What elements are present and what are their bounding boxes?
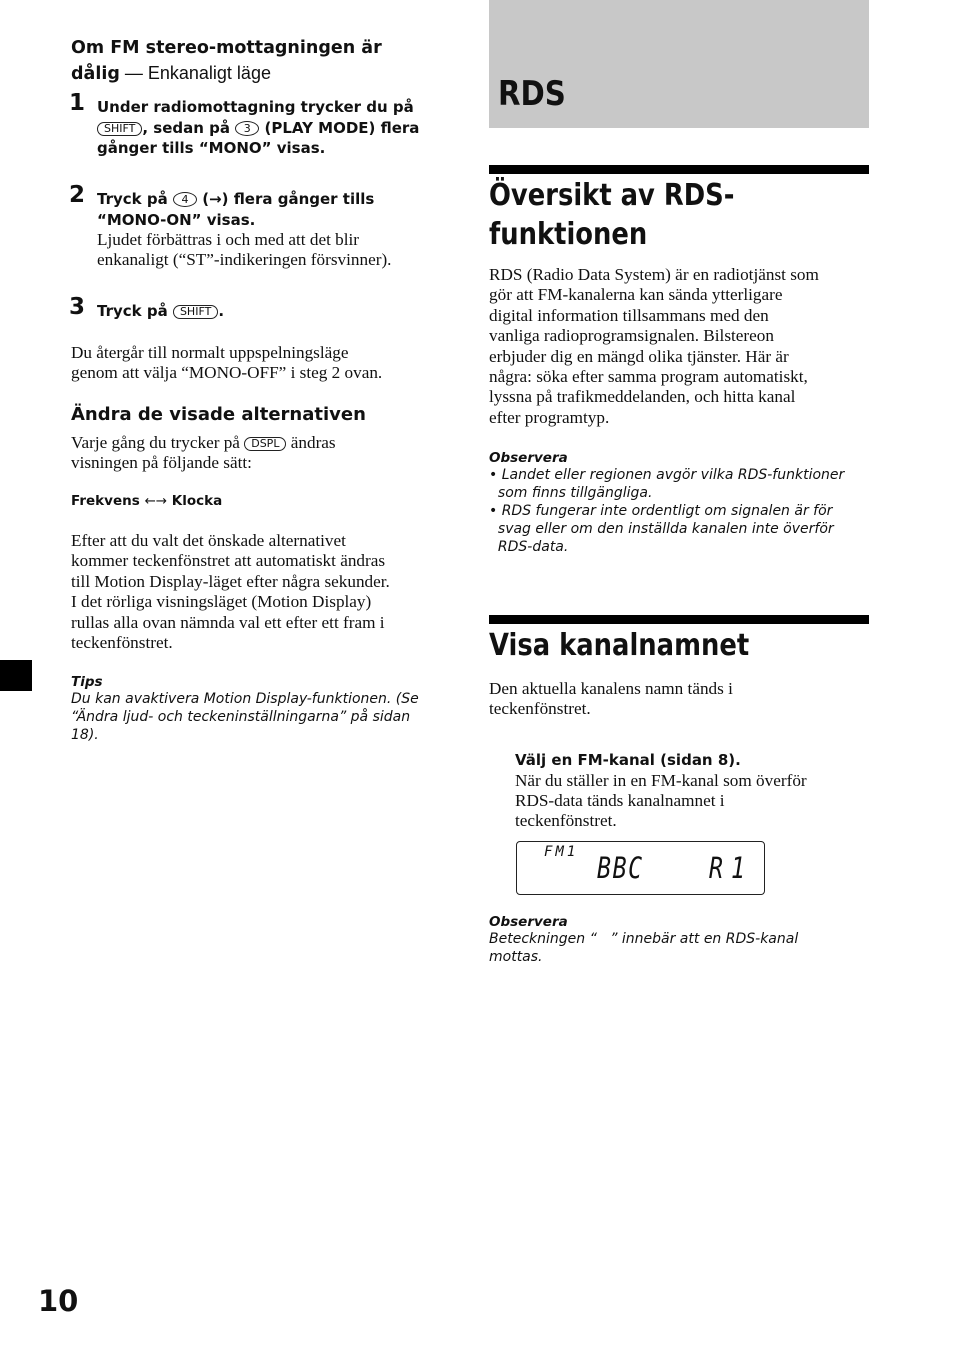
- channel-intro-line2: teckenfönstret.: [489, 699, 591, 719]
- tips-line3: 18).: [71, 727, 99, 743]
- motion-line1: Efter att du valt det önskade alternativet: [71, 531, 346, 550]
- shift-key: SHIFT: [97, 122, 142, 136]
- step-2-line2: “MONO-ON” visas.: [97, 210, 256, 229]
- note-1-heading: Observera: [489, 450, 568, 466]
- step-2-plain-1: Ljudet förbättras i och med att det blir: [97, 230, 360, 249]
- step-1-line1: Under radiomottagning trycker du på: [97, 98, 414, 116]
- step-1-mid: , sedan på: [142, 118, 231, 137]
- tips-line1: Du kan avaktivera Motion Display-funktionen. (Se: [71, 691, 419, 707]
- step-3-a: Tryck på: [97, 302, 168, 320]
- channel-name-heading: Visa kanalnamnet: [489, 628, 750, 663]
- select-step-heading: Välj en FM-kanal (sidan 8).: [515, 751, 741, 769]
- step-2-number: 2: [69, 182, 86, 208]
- return-paragraph: [71, 343, 382, 384]
- mono-heading-line2: [71, 61, 382, 87]
- heading-rule-channel: [489, 615, 869, 624]
- alternatives-a: Varje gång du trycker på: [71, 433, 240, 452]
- note-line: RDS-data.: [489, 539, 569, 555]
- lcd-band: FM1: [544, 844, 579, 860]
- note-block-2: [489, 914, 879, 966]
- rds-line: gör att FM-kanalerna kan sända ytterligare: [489, 285, 783, 305]
- key-3: 3: [235, 121, 259, 136]
- select-step: [515, 750, 875, 832]
- mono-heading-line1: Om FM stereo-mottagningen är: [71, 38, 382, 58]
- rds-line: vanliga radioprogramsignalen. Bilstereon: [489, 326, 774, 346]
- step-2-text: [97, 189, 457, 271]
- alternatives-b: ändras: [290, 433, 336, 452]
- note-2-heading: Observera: [489, 914, 568, 930]
- rds-line: lyssna på trafikmeddelanden, och hitta kanal: [489, 387, 796, 407]
- step-1-text: [97, 97, 457, 159]
- motion-line2: kommer teckenfönstret att automatiskt ändras: [71, 551, 386, 571]
- note-2-line1: Beteckningen “ ” innebär att en RDS-kanal: [489, 931, 799, 947]
- motion-display-paragraph: [71, 531, 390, 653]
- mono-heading-subtitle: — Enkanaligt läge: [119, 63, 271, 83]
- rds-line: efter programtyp.: [489, 407, 610, 427]
- tips-heading: Tips: [71, 674, 103, 690]
- overview-heading-line2: funktionen: [489, 217, 648, 252]
- step-2-line1: [97, 189, 457, 210]
- lcd-display: [516, 841, 765, 895]
- tips-block: [71, 674, 451, 744]
- mono-heading: [71, 36, 382, 87]
- return-line2: genom att välja “MONO-OFF” i steg 2 ovan.: [71, 363, 383, 383]
- note-2-line2: mottas.: [489, 949, 543, 965]
- step-2-plain-2: enkanaligt (“ST”-indikeringen försvinner).: [97, 250, 392, 270]
- clock-label: Klocka: [171, 493, 223, 509]
- note-1-item-1: [489, 466, 879, 502]
- alternatives-line2: visningen på följande sätt:: [71, 453, 252, 473]
- select-step-line3: teckenfönstret.: [515, 811, 617, 831]
- step-1-number: 1: [69, 90, 86, 116]
- overview-heading-line1: Översikt av RDS-: [489, 178, 735, 213]
- rds-line: några: söka efter samma program automatiskt,: [489, 367, 808, 387]
- rds-line: erbjuder dig en mängd olika tjänster. Här är: [489, 346, 789, 366]
- section-title: RDS: [498, 74, 566, 114]
- step-1-line2: [97, 118, 457, 139]
- step-2-a: Tryck på: [97, 190, 168, 208]
- select-step-line1: När du ställer in en FM-kanal som överför: [515, 770, 807, 790]
- note-line: svag eller om den inställda kanalen inte överför: [489, 521, 834, 537]
- note-line: som finns tillgängliga.: [489, 485, 653, 501]
- rds-line: digital information tillsammans med den: [489, 305, 769, 325]
- rds-body: [489, 265, 879, 428]
- page-number: 10: [38, 1284, 79, 1318]
- channel-intro: [489, 679, 733, 720]
- double-arrow-icon: ←→: [144, 493, 168, 509]
- heading-rule-overview: [489, 165, 869, 174]
- rds-line: RDS (Radio Data System) är en radiotjänst som: [489, 265, 819, 284]
- step-3-end: .: [218, 302, 225, 320]
- display-cycle: [71, 493, 222, 509]
- dspl-key: DSPL: [244, 437, 286, 451]
- step-3-text: [97, 301, 224, 322]
- step-1-line3: gånger tills “MONO” visas.: [97, 139, 326, 157]
- shift-key-step3: SHIFT: [173, 305, 218, 319]
- motion-line4: I det rörliga visningsläget (Motion Display): [71, 592, 372, 612]
- note-block-1: [489, 450, 879, 556]
- note-line: • Landet eller regionen avgör vilka RDS-funktioner: [489, 467, 845, 483]
- lcd-channel-name: BBC: [597, 851, 644, 885]
- step-1-end: (PLAY MODE) flera: [264, 118, 420, 137]
- frequency-label: Frekvens: [71, 493, 140, 509]
- side-tab-marker: [0, 660, 32, 691]
- note-1-item-2: [489, 502, 879, 556]
- alternatives-heading: Ändra de visade alternativen: [71, 404, 366, 425]
- motion-line6: teckenfönstret.: [71, 633, 173, 653]
- motion-line5: rullas alla ovan nämnda val ett efter ett fram i: [71, 612, 385, 632]
- mono-heading-bold: dålig: [71, 64, 120, 84]
- motion-line3: till Motion Display-läget efter några sekunder.: [71, 571, 390, 591]
- step-2-b: (→) flera gånger tills: [202, 190, 375, 208]
- tips-line2: “Ändra ljud- och teckeninställningarna” på sidan: [71, 709, 411, 725]
- key-4: 4: [173, 192, 197, 207]
- note-line: • RDS fungerar inte ordentligt om signalen är för: [489, 503, 833, 519]
- lcd-preset: R1: [709, 851, 753, 885]
- return-line1: Du återgår till normalt uppspelningsläge: [71, 343, 349, 362]
- alternatives-paragraph: [71, 433, 336, 474]
- overview-heading: [489, 176, 734, 254]
- select-step-line2: RDS-data tänds kanalnamnet i: [515, 790, 725, 810]
- alternatives-line1: [71, 433, 336, 453]
- channel-intro-line1: Den aktuella kanalens namn tänds i: [489, 679, 733, 698]
- step-3-number: 3: [69, 294, 86, 320]
